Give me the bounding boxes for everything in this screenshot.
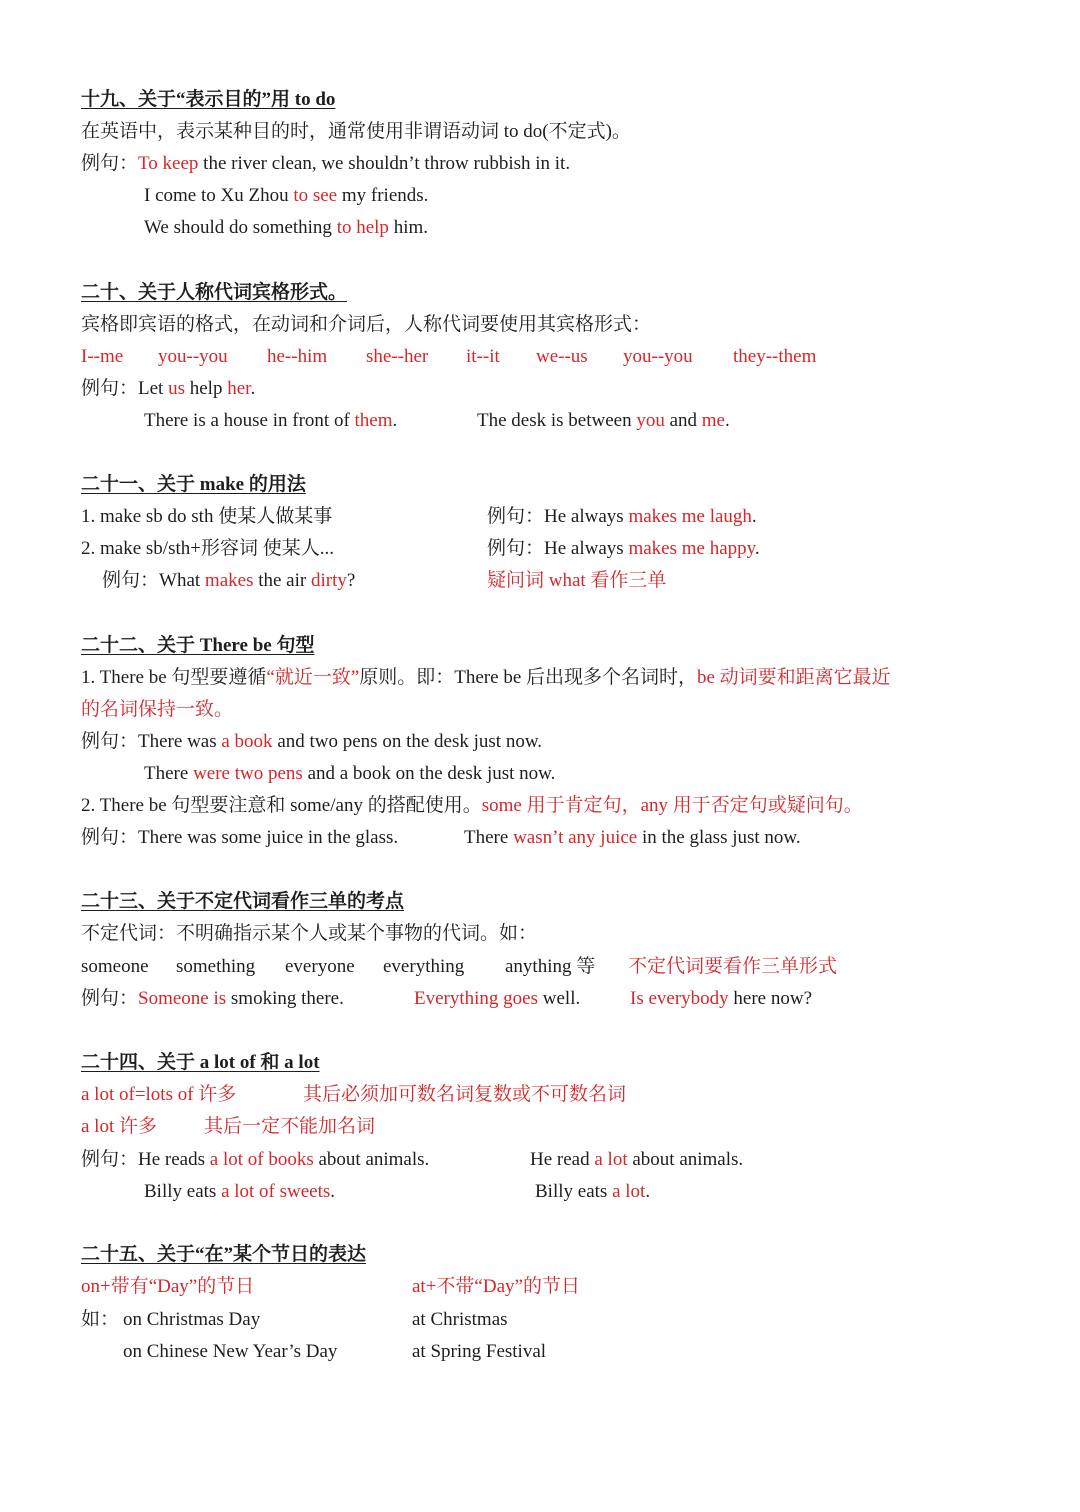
text: 1. There be 句型要遵循 xyxy=(81,667,267,688)
pronoun-pair-7: you--you xyxy=(623,346,693,367)
pronoun-word-2: something xyxy=(176,956,256,977)
section-20-example-2 xyxy=(144,409,397,433)
pronoun-pair-3: he--him xyxy=(267,346,328,367)
section-23-description: 不定代词：不明确指示某个人或某个事物的代词。如： xyxy=(81,923,538,944)
highlight: dirty xyxy=(310,570,347,591)
example-label: 例句： xyxy=(81,827,139,848)
highlight: to see xyxy=(293,185,338,206)
a-lot-example-4 xyxy=(535,1180,650,1204)
highlight: “就近一致” xyxy=(266,667,360,688)
festival-example-3: on Chinese New Year’s Day xyxy=(123,1341,338,1362)
example-label: 例句： xyxy=(81,731,139,752)
text: and xyxy=(664,410,702,431)
text: . xyxy=(330,1181,336,1202)
highlight: me xyxy=(701,410,725,431)
pronoun-word-1: someone xyxy=(81,956,149,977)
pronoun-example-3 xyxy=(630,987,812,1011)
highlight: us xyxy=(168,378,185,399)
make-rule-1: 1. make sb do sth 使某人做某事 xyxy=(81,506,333,527)
pronoun-pair-1: I--me xyxy=(81,346,124,367)
pronoun-pair-6: we--us xyxy=(536,346,588,367)
a-lot-of-rule: 其后必须加可数名词复数或不可数名词 xyxy=(303,1084,627,1105)
example-label: 例句： xyxy=(487,506,545,527)
section-19-title: 十九、关于“表示目的”用 to do xyxy=(81,89,336,110)
a-lot-term: a lot 许多 xyxy=(81,1116,157,1137)
highlight: them xyxy=(354,410,393,431)
example-label: 例句： xyxy=(81,153,139,174)
text: the river clean, we shouldn’t throw rubbish in it. xyxy=(198,153,571,174)
text: There is a house in front of xyxy=(144,410,355,431)
text: my friends. xyxy=(337,185,429,206)
text: well. xyxy=(538,988,581,1009)
highlight: a lot of sweets xyxy=(221,1181,331,1202)
section-21-title: 二十一、关于 make 的用法 xyxy=(81,474,306,495)
highlight: Is everybody xyxy=(630,988,729,1009)
text: What xyxy=(159,570,205,591)
highlight: makes xyxy=(204,570,254,591)
highlight: were two pens xyxy=(193,763,303,784)
at-no-day-rule: at+不带“Day”的节日 xyxy=(412,1276,580,1297)
highlight: makes me happy xyxy=(628,538,755,559)
example-label: 例句： xyxy=(102,570,160,591)
a-lot-example-2 xyxy=(530,1148,743,1172)
highlight: Everything goes xyxy=(414,988,539,1009)
make-note: 疑问词 what 看作三单 xyxy=(487,570,667,591)
text: here now? xyxy=(728,988,813,1009)
text: ? xyxy=(346,570,356,591)
highlight: Someone is xyxy=(138,988,227,1009)
section-19-example-1 xyxy=(81,152,570,176)
text: 原则。即：There be 后出现多个名词时， xyxy=(359,667,697,688)
text: He read xyxy=(530,1149,595,1170)
highlight: makes me laugh xyxy=(628,506,752,527)
example-label: 例句： xyxy=(81,1149,139,1170)
there-be-example-2 xyxy=(144,762,555,786)
text: 2. There be 句型要注意和 some/any 的搭配使用。 xyxy=(81,795,482,816)
pronoun-word-3: everyone xyxy=(285,956,355,977)
text: and a book on the desk just now. xyxy=(302,763,556,784)
festival-example-4: at Spring Festival xyxy=(412,1341,547,1362)
text: There xyxy=(464,827,514,848)
a-lot-rule: 其后一定不能加名词 xyxy=(204,1116,376,1137)
pronoun-word-5: anything 等 xyxy=(505,956,596,977)
there-be-rule-2 xyxy=(81,794,863,818)
text: There xyxy=(144,763,194,784)
text: . xyxy=(751,506,757,527)
a-lot-of-term: a lot of=lots of 许多 xyxy=(81,1084,237,1105)
text: . xyxy=(392,410,398,431)
pronoun-note: 不定代词要看作三单形式 xyxy=(628,956,838,977)
text: smoking there. xyxy=(226,988,344,1009)
text: Billy eats xyxy=(144,1181,222,1202)
section-24-title: 二十四、关于 a lot of 和 a lot xyxy=(81,1052,320,1073)
text: He always xyxy=(544,506,629,527)
festival-example-2: at Christmas xyxy=(412,1309,508,1330)
example-label: 例句： xyxy=(487,538,545,559)
section-19-example-2 xyxy=(144,184,428,208)
make-example-3 xyxy=(102,569,355,593)
there-be-rule-1-cont: 的名词保持一致。 xyxy=(81,699,234,720)
highlight: wasn’t any juice xyxy=(513,827,638,848)
section-23-title: 二十三、关于不定代词看作三单的考点 xyxy=(81,891,405,912)
highlight: be 动词要和距离它最近 xyxy=(697,667,891,688)
text: Let xyxy=(138,378,169,399)
text: . xyxy=(754,538,760,559)
section-20-description: 宾格即宾语的格式，在动词和介词后，人称代词要使用其宾格形式： xyxy=(81,314,652,335)
text: Billy eats xyxy=(535,1181,613,1202)
highlight: a lot xyxy=(594,1149,628,1170)
pronoun-pair-8: they--them xyxy=(733,346,817,367)
example-label: 例句： xyxy=(81,378,139,399)
pronoun-word-4: everything xyxy=(383,956,465,977)
text: . xyxy=(725,410,730,431)
pronoun-example-2 xyxy=(414,987,580,1011)
section-20-example-3 xyxy=(477,409,730,433)
highlight: a book xyxy=(221,731,273,752)
highlight: some 用于肯定句，any 用于否定句或疑问句。 xyxy=(481,795,863,816)
highlight: her xyxy=(227,378,251,399)
festival-example-label: 如： xyxy=(81,1309,120,1330)
highlight: a lot of books xyxy=(209,1149,314,1170)
there-be-rule-1 xyxy=(81,666,891,690)
text: . xyxy=(645,1181,651,1202)
text: There was some juice in the glass. xyxy=(138,827,399,848)
section-25-title: 二十五、关于“在”某个节日的表达 xyxy=(81,1244,367,1265)
highlight: a lot xyxy=(612,1181,646,1202)
text: I come to Xu Zhou xyxy=(144,185,294,206)
section-22-title: 二十二、关于 There be 句型 xyxy=(81,635,315,656)
make-rule-1-example xyxy=(487,505,757,529)
text: There was xyxy=(138,731,222,752)
text: the air xyxy=(253,570,311,591)
highlight: to help xyxy=(336,217,389,238)
section-20-example-1 xyxy=(81,377,255,401)
pronoun-pair-2: you--you xyxy=(158,346,228,367)
text: help xyxy=(185,378,228,399)
pronoun-example-1 xyxy=(81,987,344,1011)
make-rule-2-example xyxy=(487,537,760,561)
section-19-description: 在英语中，表示某种目的时，通常使用非谓语动词 to do(不定式)。 xyxy=(81,121,631,142)
text: . xyxy=(250,378,256,399)
text: about animals. xyxy=(313,1149,430,1170)
text: The desk is between xyxy=(477,410,637,431)
text: and two pens on the desk just now. xyxy=(272,731,543,752)
pronoun-pair-5: it--it xyxy=(466,346,500,367)
text: He always xyxy=(544,538,629,559)
a-lot-example-1 xyxy=(81,1148,429,1172)
there-be-example-4 xyxy=(464,826,801,850)
highlight: To keep xyxy=(138,153,199,174)
text: We should do something xyxy=(144,217,337,238)
there-be-example-3 xyxy=(81,826,398,850)
make-rule-2: 2. make sb/sth+形容词 使某人... xyxy=(81,538,334,559)
example-label: 例句： xyxy=(81,988,139,1009)
text: about animals. xyxy=(627,1149,744,1170)
highlight: you xyxy=(636,410,665,431)
on-day-rule: on+带有“Day”的节日 xyxy=(81,1276,255,1297)
text: in the glass just now. xyxy=(637,827,801,848)
festival-example-1: on Christmas Day xyxy=(123,1309,261,1330)
section-20-title: 二十、关于人称代词宾格形式。 xyxy=(81,282,348,303)
a-lot-example-3 xyxy=(144,1180,335,1204)
section-19-example-3 xyxy=(144,216,428,240)
text: him. xyxy=(388,217,428,238)
there-be-example-1 xyxy=(81,730,542,754)
text: He reads xyxy=(138,1149,210,1170)
pronoun-pair-4: she--her xyxy=(366,346,429,367)
